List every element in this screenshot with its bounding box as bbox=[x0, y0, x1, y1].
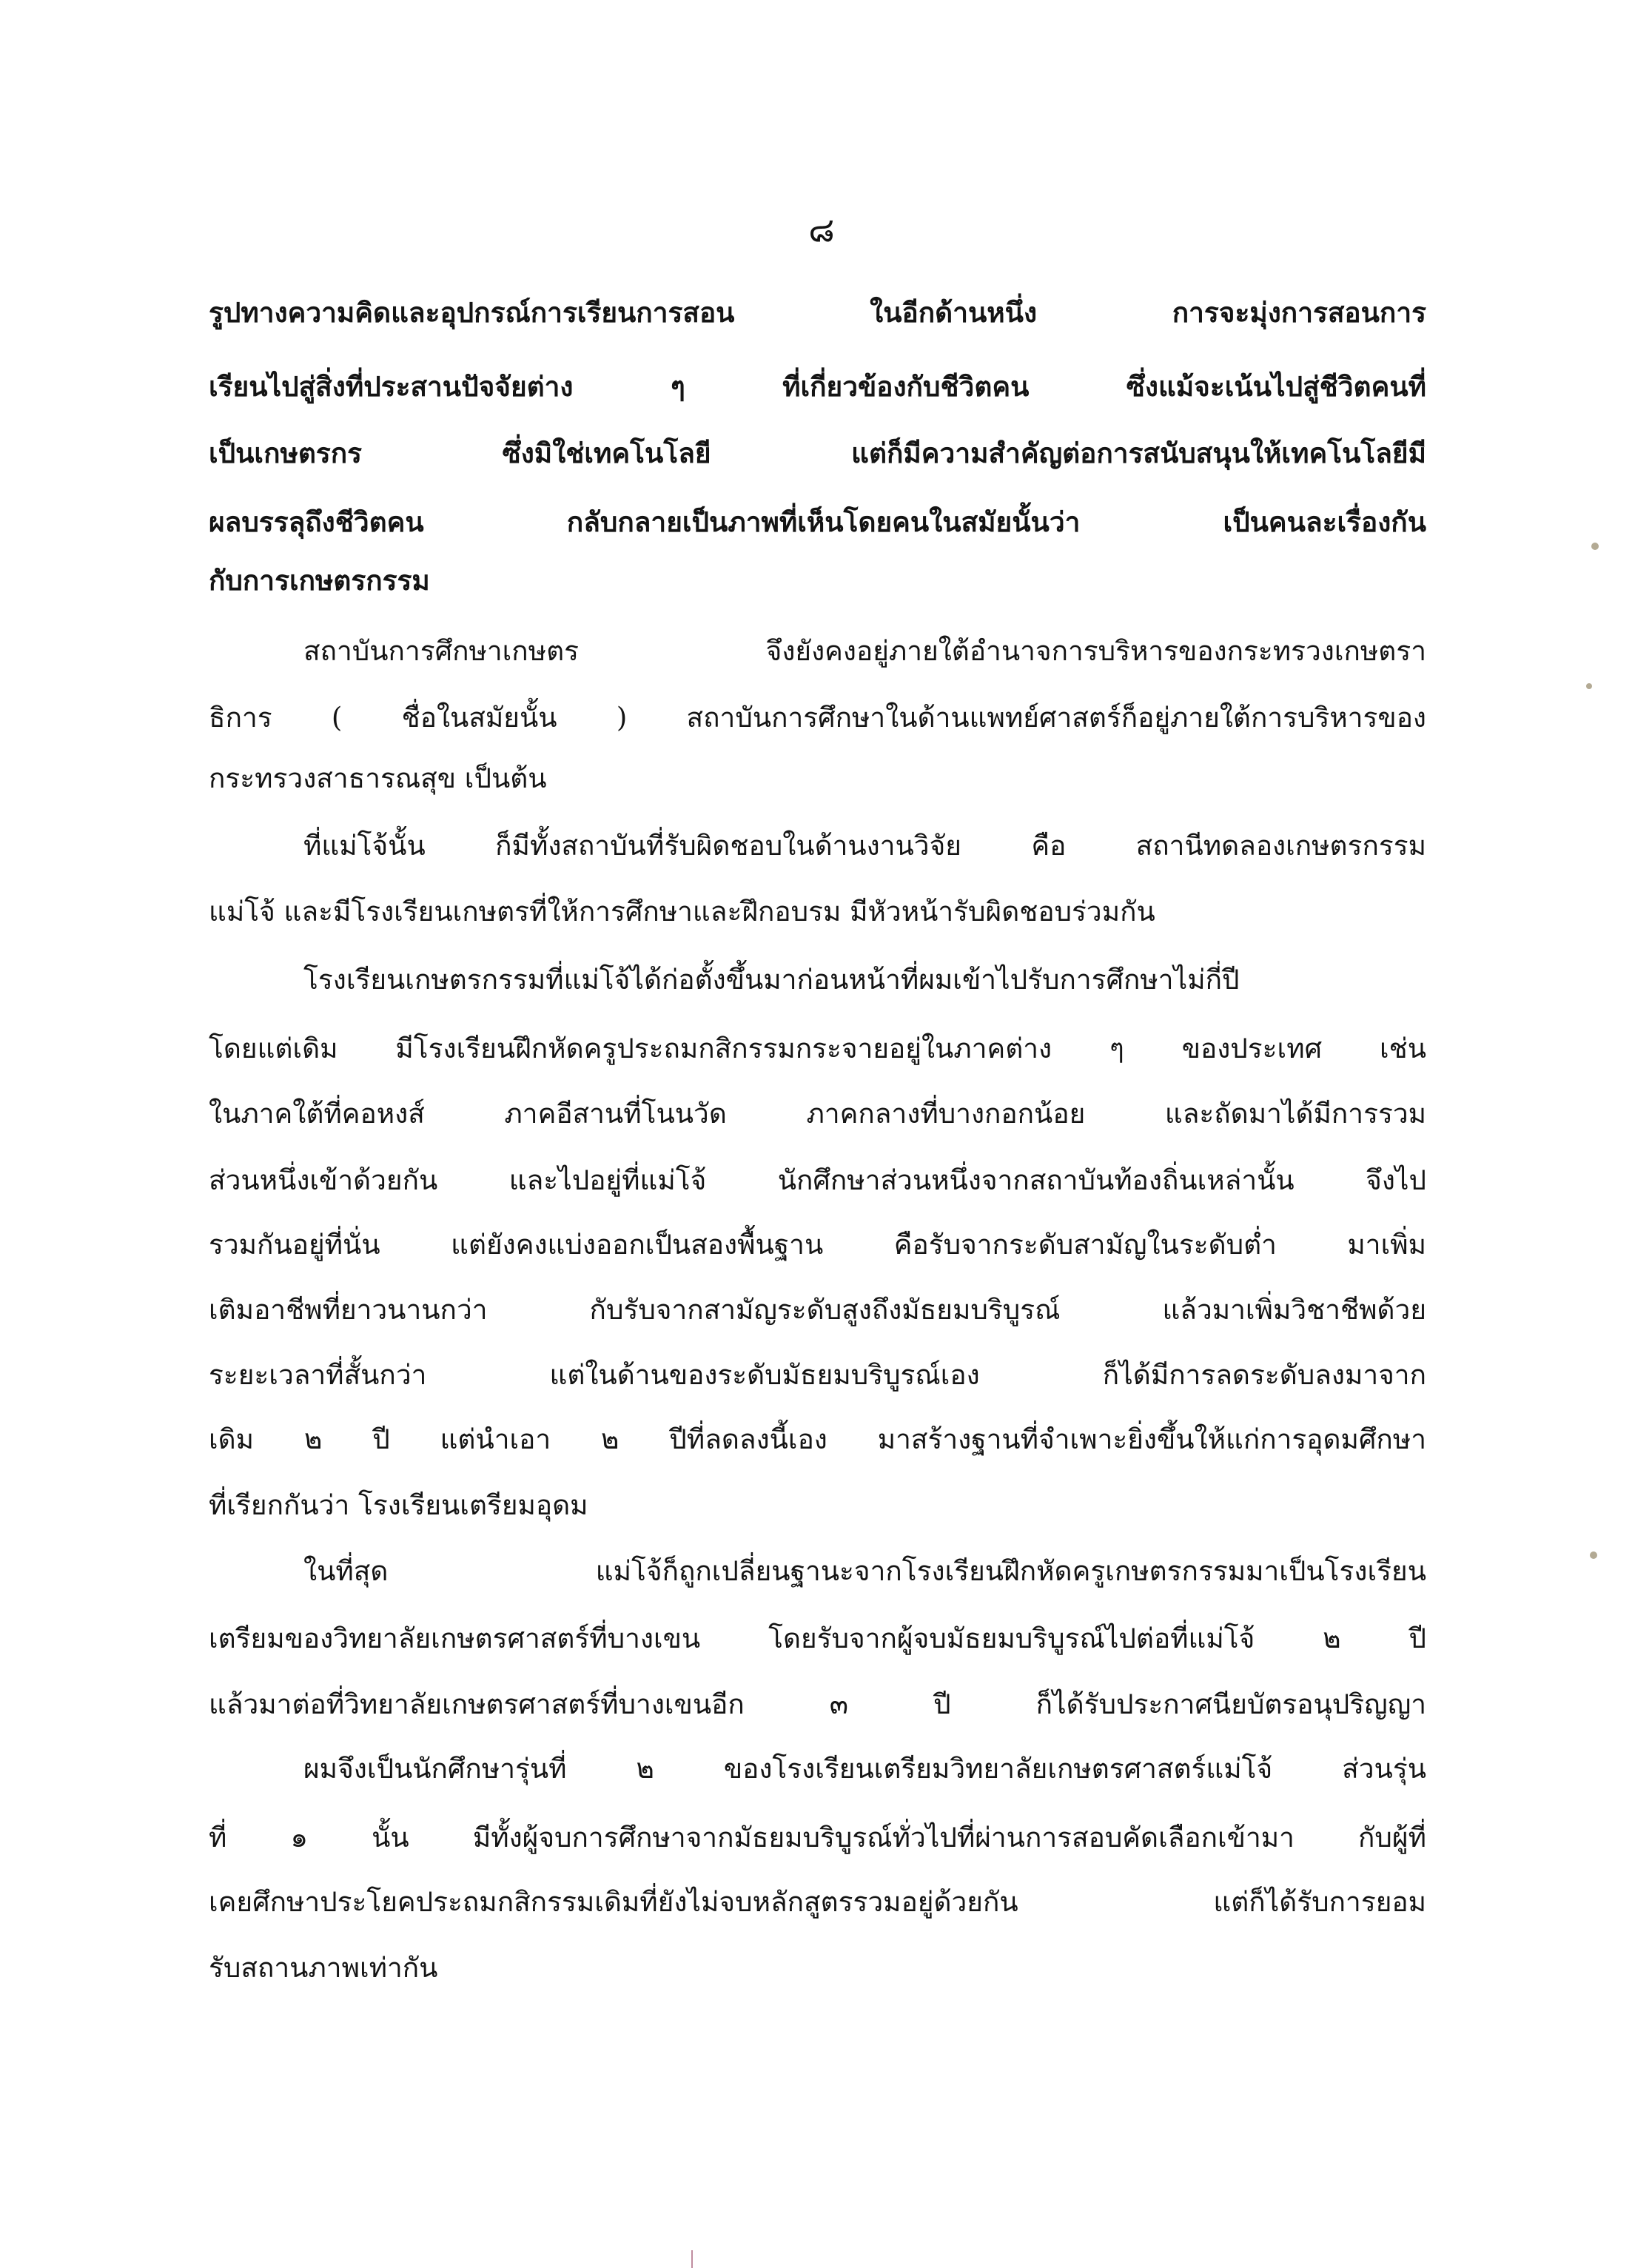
paragraph-1-line-2: เรียนไปสู่สิ่งที่ประสานปัจจัยต่าง ๆ ที่เกี่ยวข้องกับชีวิตคน ซึ่งแม้จะเน้นไปสู่ชีวิตคนที่ bbox=[209, 370, 1426, 403]
paragraph-1-line-4: ผลบรรลุถึงชีวิตคน กลับกลายเป็นภาพที่เห็นโดยคนในสมัยนั้นว่า เป็นคนละเรื่องกัน bbox=[209, 506, 1426, 538]
paragraph-4-line-1: โรงเรียนเกษตรกรรมที่แม่โจ้ได้ก่อตั้งขึ้นมาก่อนหน้าที่ผมเข้าไปรับการศึกษาไม่กี่ปี bbox=[303, 964, 1240, 996]
paragraph-5-line-2: เตรียมของวิทยาลัยเกษตรศาสตร์ที่บางเขน โดยรับจากผู้จบมัธยมบริบูรณ์ไปต่อที่แม่โจ้ ๒ ปี bbox=[209, 1623, 1426, 1654]
paragraph-4-line-9: ที่เรียกกันว่า โรงเรียนเตรียมอุดม bbox=[209, 1489, 588, 1521]
paragraph-4-line-4: ส่วนหนึ่งเข้าด้วยกัน และไปอยู่ที่แม่โจ้ นักศึกษาส่วนหนึ่งจากสถาบันท้องถิ่นเหล่านั้น จึงไป bbox=[209, 1164, 1426, 1196]
paragraph-4-line-6: เติมอาชีพที่ยาวนานกว่า กับรับจากสามัญระดับสูงถึงมัธยมบริบูรณ์ แล้วมาเพิ่มวิชาชีพด้วย bbox=[209, 1294, 1426, 1326]
paragraph-4-line-8: เดิม ๒ ปี แต่นำเอา ๒ ปีที่ลดลงนี้เอง มาสร้างฐานที่จำเพาะยิ่งขึ้นให้แก่การอุดมศึกษา bbox=[209, 1423, 1426, 1455]
paragraph-4-line-5: รวมกันอยู่ที่นั่น แต่ยังคงแบ่งออกเป็นสองพื้นฐาน คือรับจากระดับสามัญในระดับต่ำ มาเพิ่ม bbox=[209, 1229, 1426, 1261]
paragraph-5-line-1: ในที่สุด แม่โจ้ก็ถูกเปลี่ยนฐานะจากโรงเรียนฝึกหัดครูเกษตรกรรมมาเป็นโรงเรียน bbox=[303, 1555, 1426, 1587]
paragraph-6-line-3: เคยศึกษาประโยคประถมกสิกรรมเดิมที่ยังไม่จบหลักสูตรรวมอยู่ด้วยกัน แต่ก็ได้รับการยอม bbox=[209, 1886, 1426, 1918]
scan-speck bbox=[1591, 543, 1599, 550]
scan-mark bbox=[691, 2250, 693, 2268]
paragraph-4-line-3: ในภาคใต้ที่คอหงส์ ภาคอีสานที่โนนวัด ภาคกลางที่บางกอกน้อย และถัดมาได้มีการรวม bbox=[209, 1098, 1426, 1130]
paragraph-3-line-2: แม่โจ้ และมีโรงเรียนเกษตรที่ให้การศึกษาและฝึกอบรม มีหัวหน้ารับผิดชอบร่วมกัน bbox=[209, 896, 1155, 927]
paragraph-3-line-1: ที่แม่โจ้นั้น ก็มีทั้งสถาบันที่รับผิดชอบในด้านงานวิจัย คือ สถานีทดลองเกษตรกรรม bbox=[303, 830, 1426, 862]
paragraph-2-line-1: สถาบันการศึกษาเกษตร จึงยังคงอยู่ภายใต้อำนาจการบริหารของกระทรวงเกษตรา bbox=[303, 635, 1426, 667]
paragraph-6-line-2: ที่ ๑ นั้น มีทั้งผู้จบการศึกษาจากมัธยมบริบูรณ์ทั่วไปที่ผ่านการสอบคัดเลือกเข้ามา กับผู้ที่ bbox=[209, 1822, 1426, 1853]
scan-speck bbox=[1590, 1551, 1597, 1559]
paragraph-1-line-3: เป็นเกษตรกร ซึ่งมิใช่เทคโนโลยี แต่ก็มีความสำคัญต่อการสนับสนุนให้เทคโนโลยีมี bbox=[209, 437, 1426, 469]
paragraph-1-line-5: กับการเกษตรกรรม bbox=[209, 564, 430, 597]
scan-speck bbox=[1586, 683, 1592, 689]
paragraph-1-line-1: รูปทางความคิดและอุปกรณ์การเรียนการสอน ในอีกด้านหนึ่ง การจะมุ่งการสอนการ bbox=[209, 296, 1426, 329]
page-number: ๘ bbox=[808, 209, 835, 249]
paragraph-5-line-3: แล้วมาต่อที่วิทยาลัยเกษตรศาสตร์ที่บางเขนอีก ๓ ปี ก็ได้รับประกาศนียบัตรอนุปริญญา bbox=[209, 1688, 1426, 1720]
paragraph-4-line-7: ระยะเวลาที่สั้นกว่า แต่ในด้านของระดับมัธยมบริบูรณ์เอง ก็ได้มีการลดระดับลงมาจาก bbox=[209, 1359, 1426, 1391]
paragraph-4-line-2: โดยแต่เดิม มีโรงเรียนฝึกหัดครูประถมกสิกรรมกระจายอยู่ในภาคต่าง ๆ ของประเทศ เช่น bbox=[209, 1033, 1426, 1064]
paragraph-2-line-2: ธิการ ( ชื่อในสมัยนั้น ) สถาบันการศึกษาในด้านแพทย์ศาสตร์ก็อยู่ภายใต้การบริหารของ bbox=[209, 702, 1426, 734]
paragraph-2-line-3: กระทรวงสาธารณสุข เป็นต้น bbox=[209, 762, 547, 794]
paragraph-6-line-1: ผมจึงเป็นนักศึกษารุ่นที่ ๒ ของโรงเรียนเตรียมวิทยาลัยเกษตรศาสตร์แม่โจ้ ส่วนรุ่น bbox=[303, 1753, 1426, 1785]
paragraph-6-line-4: รับสถานภาพเท่ากัน bbox=[209, 1952, 438, 1984]
